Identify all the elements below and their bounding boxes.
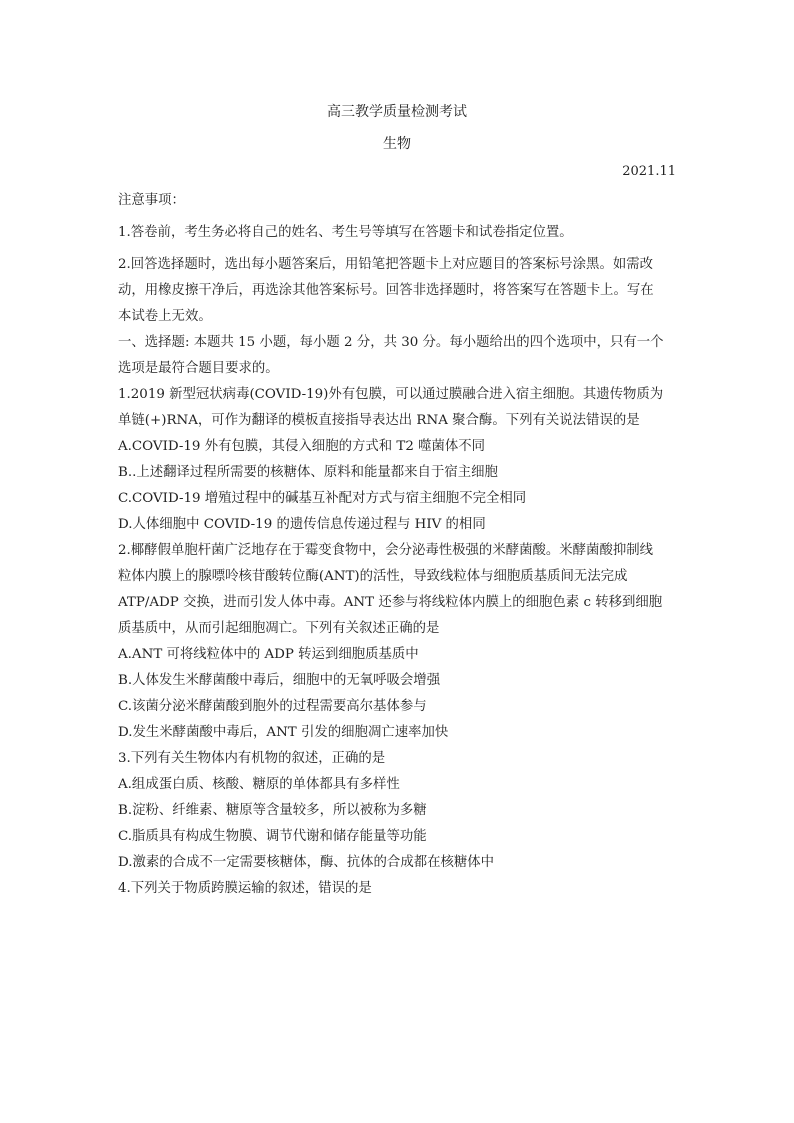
section-1-line-1: 一、选择题: 本题共 15 小题，每小题 2 分，共 30 分。每小题给出的四个选项中，只有一个 [118, 335, 664, 350]
q4-stem: 4.下列关于物质跨膜运输的叙述，错误的是 [118, 881, 372, 896]
notice-item-2-line-3: 本试卷上无效。 [118, 309, 212, 324]
notice-item-1: 1.答卷前，考生务必将自己的姓名、考生号等填写在答题卡和试卷指定位置。 [118, 225, 573, 240]
q2-stem-line-1: 2.椰酵假单胞杆菌广泛地存在于霉变食物中，会分泌毒性极强的米酵菌酸。米酵菌酸抑制线 [118, 543, 654, 558]
q1-stem-line-1: 1.2019 新型冠状病毒(COVID-19)外有包膜，可以通过膜融合进入宿主细胞。其遗传物质为 [118, 387, 664, 402]
q2-stem-line-3: ATP/ADP 交换，进而引发人体中毒。ANT 还参与将线粒体内膜上的细胞色素 c 转移到细胞 [118, 595, 663, 610]
q2-stem-line-4: 质基质中，从而引起细胞凋亡。下列有关叙述正确的是 [118, 621, 440, 636]
q2-option-b: B.人体发生米酵菌酸中毒后，细胞中的无氧呼吸会增强 [118, 673, 441, 688]
exam-content [118, 188, 678, 902]
exam-date: 2021.11 [622, 164, 676, 179]
notice-item-2-line-1: 2.回答选择题时，选出每小题答案后，用铅笔把答题卡上对应题目的答案标号涂黑。如需改 [118, 257, 654, 272]
notice-heading: 注意事项： [118, 193, 185, 208]
q2-option-d: D.发生米酵菌酸中毒后，ANT 引发的细胞凋亡速率加快 [118, 725, 449, 740]
section-1-line-2: 选项是最符合题目要求的。 [118, 361, 279, 376]
subject-title: 生物 [383, 136, 411, 152]
q1-option-b: B..上述翻译过程所需要的核糖体、原料和能量都来自于宿主细胞 [118, 465, 498, 480]
q3-option-a: A.组成蛋白质、核酸、糖原的单体都具有多样性 [118, 777, 400, 792]
q1-option-a: A.COVID-19 外有包膜，其侵入细胞的方式和 T2 噬菌体不同 [118, 439, 486, 454]
q3-option-c: C.脂质具有构成生物膜、调节代谢和储存能量等功能 [118, 829, 427, 844]
q2-stem-line-2: 粒体内膜上的腺嘌呤核苷酸转位酶(ANT)的活性，导致线粒体与细胞质基质间无法完成 [118, 569, 628, 584]
notice-item-2-line-2: 动，用橡皮擦干净后，再选涂其他答案标号。回答非选择题时，将答案写在答题卡上。写在 [118, 283, 654, 298]
q3-option-d: D.激素的合成不一定需要核糖体，酶、抗体的合成都在核糖体中 [118, 855, 495, 870]
q1-option-c: C.COVID-19 增殖过程中的碱基互补配对方式与宿主细胞不完全相同 [118, 491, 527, 506]
q2-option-c: C.该菌分泌米酵菌酸到胞外的过程需要高尔基体参与 [118, 699, 427, 714]
q3-stem: 3.下列有关生物体内有机物的叙述，正确的是 [118, 751, 386, 766]
q1-stem-line-2: 单链(+)RNA，可作为翻译的模板直接指导表达出 RNA 聚合酶。下列有关说法错误的是 [118, 413, 640, 428]
q1-option-d: D.人体细胞中 COVID-19 的遗传信息传递过程与 HIV 的相同 [118, 517, 486, 532]
q2-option-a: A.ANT 可将线粒体中的 ADP 转运到细胞质基质中 [118, 647, 419, 662]
q3-option-b: B.淀粉、纤维素、糖原等含量较多，所以被称为多糖 [118, 803, 427, 818]
exam-title: 高三教学质量检测考试 [327, 104, 467, 120]
